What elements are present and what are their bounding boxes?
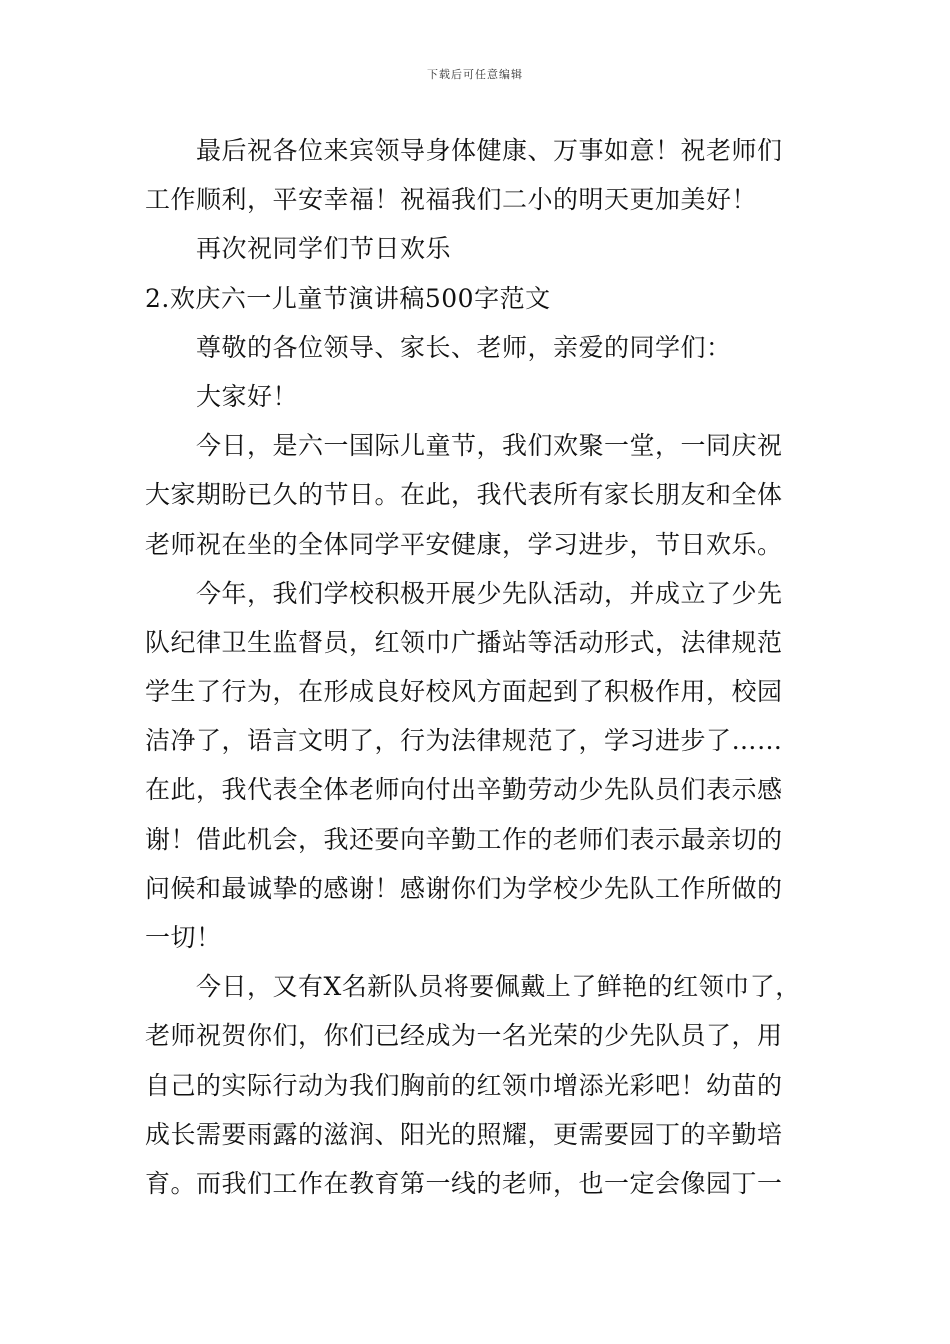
text-line: 一切！ (145, 923, 222, 952)
text-line: 队纪律卫生监督员，红领巾广播站等活动形式，法律规范 (145, 627, 783, 657)
text-line: 育。而我们工作在教育第一线的老师，也一定会像园丁一 (145, 1168, 783, 1198)
document-body (145, 126, 810, 1208)
text-line: 成长需要雨露的滋润、阳光的照耀，更需要园丁的辛勤培 (145, 1119, 783, 1149)
text-line: 大家好！ (196, 381, 299, 411)
text-line: 在此，我代表全体老师向付出辛勤劳动少先队员们表示感 (145, 775, 783, 805)
text-line: 今日，又有X名新队员将要佩戴上了鲜艳的红领巾了， (196, 972, 801, 1002)
text-line: 老师祝贺你们，你们已经成为一名光荣的少先队员了，用 (145, 1021, 783, 1051)
text-line: 最后祝各位来宾领导身体健康、万事如意！祝老师们 (196, 136, 783, 165)
text-line: 老师祝在坐的全体同学平安健康，学习进步，节日欢乐。 (145, 529, 783, 559)
section-heading: 2.欢庆六一儿童节演讲稿500字范文 (145, 283, 551, 313)
text-line: 洁净了，语言文明了，行为法律规范了，学习进步了…… (145, 726, 783, 756)
text-line: 大家期盼已久的节日。在此，我代表所有家长朋友和全体 (145, 480, 783, 510)
text-line: 问候和最诚挚的感谢！感谢你们为学校少先队工作所做的 (145, 873, 783, 903)
text-line: 再次祝同学们节日欢乐 (196, 234, 452, 264)
text-line: 谢！借此机会，我还要向辛勤工作的老师们表示最亲切的 (145, 824, 783, 854)
header-note: 下载后可任意编辑 (427, 68, 523, 81)
text-line: 自己的实际行动为我们胸前的红领巾增添光彩吧！幼苗的 (145, 1070, 783, 1100)
text-line: 尊敬的各位领导、家长、老师，亲爱的同学们： (196, 332, 732, 362)
text-line: 今年，我们学校积极开展少先队活动，并成立了少先 (196, 578, 783, 608)
text-line: 今日，是六一国际儿童节，我们欢聚一堂，一同庆祝 (196, 431, 783, 461)
text-line: 工作顺利，平安幸福！祝福我们二小的明天更加美好！ (145, 185, 758, 215)
text-line: 学生了行为，在形成良好校风方面起到了积极作用，校园 (145, 677, 783, 707)
